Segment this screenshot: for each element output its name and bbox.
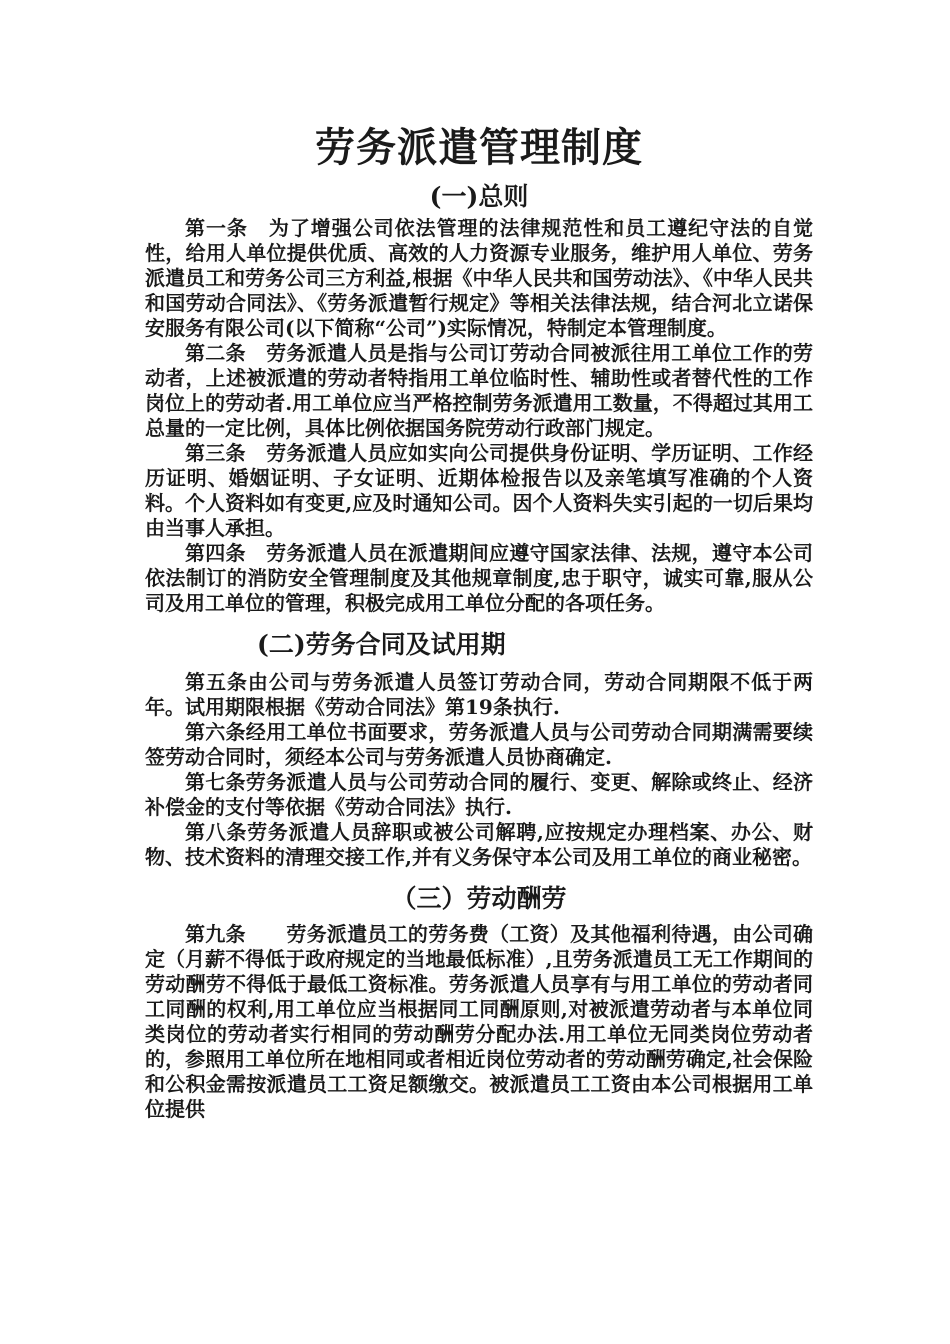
article-8: 第八条劳务派遣人员辞职或被公司解聘,应按规定办理档案、办公、财物、技术资料的清理交接工作,并有义务保守本公司及用工单位的商业秘密。 (145, 820, 813, 869)
article-2: 第二条 劳务派遣人员是指与公司订劳动合同被派往用工单位工作的劳动者，上述被派遣的劳动者特指用工单位临时性、辅助性或者替代性的工作岗位上的劳动者.用工单位应当严格控制劳务派遣用工数量，不得超过其用工总量的一定比例，具体比例依据国务院劳动行政部门规定。 (145, 341, 813, 440)
article-4: 第四条 劳务派遣人员在派遣期间应遵守国家法律、法规，遵守本公司依法制订的消防安全管理制度及其他规章制度,忠于职守，诚实可靠,服从公司及用工单位的管理，积极完成用工单位分配的各项任务。 (145, 541, 813, 615)
section-contract (145, 626, 813, 870)
article-3: 第三条 劳务派遣人员应如实向公司提供身份证明、学历证明、工作经历证明、婚姻证明、子女证明、近期体检报告以及亲笔填写准确的个人资料。个人资料如有变更,应及时通知公司。因个人资料失实引起的一切后果均由当事人承担。 (145, 441, 813, 540)
document-page (145, 118, 813, 1122)
article-9: 第九条 劳务派遣员工的劳务费（工资）及其他福利待遇，由公司确定（月薪不得低于政府规定的当地最低标准）,且劳务派遣员工无工作期间的劳动酬劳不得低于最低工资标准。劳务派遣人员享有与用工单位的劳动者同工同酬的权利,用工单位应当根据同工同酬原则,对被派遣劳动者与本单位同类岗位的劳动者实行相同的劳动酬劳分配办法.用工单位无同类岗位劳动者的，参照用工单位所在地相同或者相近岗位劳动者的劳动酬劳确定,社会保险和公积金需按派遣员工工资足额缴交。被派遣员工工资由本公司根据用工单位提供 (145, 922, 813, 1121)
document-title: 劳务派遣管理制度 (315, 124, 643, 171)
article-6: 第六条经用工单位书面要求，劳务派遣人员与公司劳动合同期满需要续签劳动合同时，须经本公司与劳务派遣人员协商确定. (145, 720, 813, 769)
section-heading: (二)劳务合同及试用期 (257, 630, 506, 659)
section-heading: (一)总则 (429, 182, 529, 211)
section-heading: （三）劳动酬劳 (391, 884, 567, 913)
article-7: 第七条劳务派遣人员与公司劳动合同的履行、变更、解除或终止、经济补偿金的支付等依据《劳动合同法》执行. (145, 770, 813, 819)
article-1: 第一条 为了增强公司依法管理的法律规范性和员工遵纪守法的自觉性，给用人单位提供优质、高效的人力资源专业服务，维护用人单位、劳务派遣员工和劳务公司三方利益,根据《中华人民共和国劳动法》、《中华人民共和国劳动合同法》、《劳务派遣暂行规定》等相关法律法规，结合河北立诺保安服务有限公司(以下简称“公司”)实际情况，特制定本管理制度。 (145, 216, 813, 340)
section-general (145, 178, 813, 616)
section-remuneration (145, 880, 813, 1122)
article-5: 第五条由公司与劳务派遣人员签订劳动合同，劳动合同期限不低于两年。试用期限根据《劳动合同法》第19条执行. (145, 670, 813, 719)
